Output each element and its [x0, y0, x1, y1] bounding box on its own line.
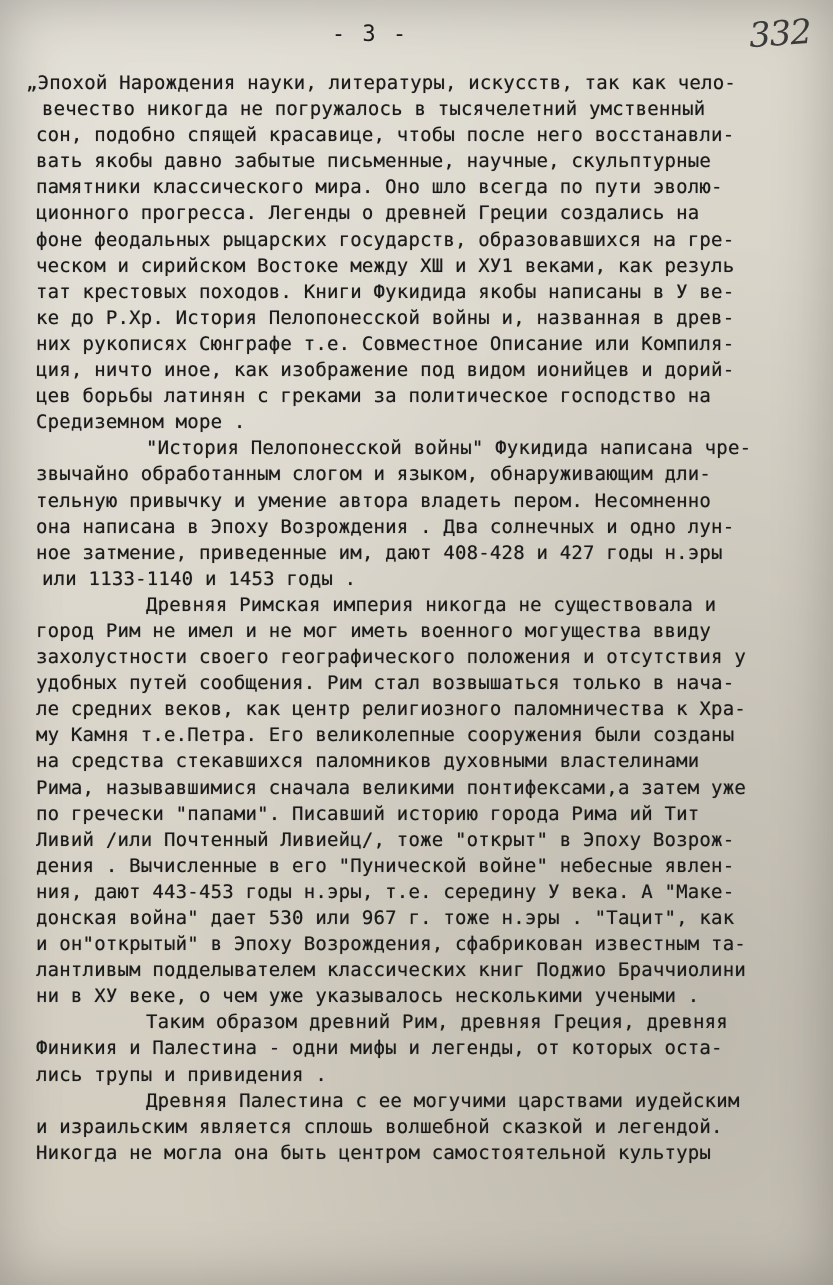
- page-number: - 3 -: [331, 22, 409, 47]
- text-line: памятники классического мира. Оно шло всегда по пути эволю-: [36, 176, 723, 199]
- text-line: Средиземном море .: [36, 411, 246, 434]
- text-line: или 1133-1140 и 1453 годы .: [42, 567, 357, 590]
- text-line: лись трупы и привидения .: [36, 1063, 327, 1086]
- text-line: них рукописях Сюнграфе т.е. Совместное Описание или Компиля-: [36, 332, 735, 355]
- text-line: вечество никогда не погружалось в тысячелетний умственный: [42, 98, 706, 121]
- text-line: удобных путей сообщения. Рим стал возвышаться только в нача-: [36, 672, 735, 695]
- text-line: и он"открытый" в Эпоху Возрождения, сфабрикован известным та-: [36, 933, 746, 956]
- text-line: город Рим не имел и не мог иметь военного могущества ввиду: [36, 619, 712, 642]
- text-line: Ливий /или Почтенный Ливиейц/, тоже "открыт" в Эпоху Возрож-: [36, 828, 735, 851]
- text-line: дения . Вычисленные в его "Пунической войне" небесные явлен-: [36, 854, 735, 877]
- text-line: Финикия и Палестина - одни мифы и легенды, от которых оста-: [36, 1037, 723, 1060]
- text-line: ке до Р.Хр. История Пелопонесской войны и, названная в древ-: [36, 306, 735, 329]
- text-line: ния, дают 443-453 годы н.эры, т.е. середину У века. А "Маке-: [36, 880, 735, 903]
- text-line: лантливым подделывателем классических книг Поджио Браччиолини: [36, 959, 746, 982]
- text-line: она написана в Эпоху Возрождения . Два солнечных и одно лун-: [36, 515, 735, 538]
- archive-number-handwritten: 332: [747, 11, 813, 57]
- text-line: вать якобы давно забытые письменные, научные, скульптурные: [36, 150, 712, 173]
- text-line: на средства стекавшихся паломников духовными властелинами: [36, 750, 700, 773]
- text-line: захолустности своего географического положения и отсутствия у: [36, 646, 746, 669]
- text-line: му Камня т.е.Петра. Его великолепные сооружения были созданы: [36, 724, 735, 747]
- text-line: сон, подобно спящей красавице, чтобы после него восстанавли-: [36, 124, 735, 147]
- text-line: тельную привычку и умение автора владеть пером. Несомненно: [36, 489, 712, 512]
- text-line: „Эпохой Нарождения науки, литературы, искусств, так как чело-: [26, 72, 736, 94]
- text-line: фоне феодальных рыцарских государств, образовавшихся на гре-: [36, 228, 735, 251]
- text-line: тат крестовых походов. Книги Фукидида якобы написаны в У ве-: [36, 280, 735, 303]
- text-line: Рима, называвшимися сначала великими понтифексами,а затем уже: [36, 776, 746, 799]
- typewritten-text: [26, 70, 826, 1166]
- text-line: Древняя Палестина с ее могучими царствами иудейским: [146, 1089, 740, 1112]
- text-line: ле средних веков, как центр религиозного паломничества к Хра-: [36, 698, 746, 721]
- text-line: Никогда не могла она быть центром самостоятельной культуры: [36, 1141, 712, 1164]
- text-line: Таким образом древний Рим, древняя Греция, древняя: [146, 1011, 728, 1034]
- text-line: по гречески "папами". Писавший историю города Рима ий Тит: [36, 802, 700, 825]
- text-line: ческом и сирийском Востоке между ХШ и ХУ1 веками, как резуль: [36, 254, 735, 277]
- text-line: Древняя Римская империя никогда не существовала и: [146, 593, 717, 616]
- text-line: ционного прогресса. Легенды о древней Греции создались на: [36, 202, 700, 225]
- text-line: ное затмение, приведенные им, дают 408-428 и 427 годы н.эры: [36, 541, 723, 564]
- text-line: "История Пелопонесской войны" Фукидида написана чре-: [146, 437, 752, 460]
- text-line: звычайно обработанным слогом и языком, обнаруживающим дли-: [36, 463, 712, 486]
- text-line: цев борьбы латинян с греками за политическое господство на: [36, 385, 712, 408]
- text-line: ция, ничто иное, как изображение под видом ионийцев и дорий-: [36, 359, 735, 382]
- text-line: ни в ХУ веке, о чем уже указывалось несколькими учеными .: [36, 985, 700, 1008]
- text-line: и израильским является сплошь волшебной сказкой и легендой.: [36, 1115, 723, 1138]
- text-line: донская война" дает 530 или 967 г. тоже н.эры . "Тацит", как: [36, 907, 735, 929]
